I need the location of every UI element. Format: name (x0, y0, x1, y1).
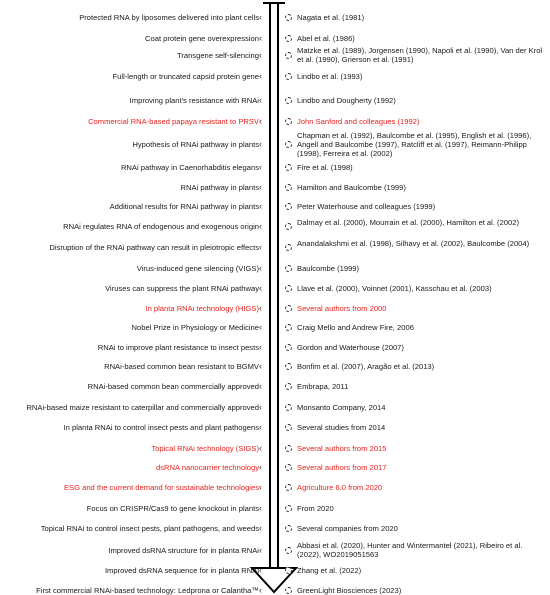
event-label: Protected RNA by liposomes delivered into plant cells (79, 13, 259, 23)
event-reference: Zhang et al. (2022) (297, 566, 362, 576)
event-label: RNAi regulates RNA of endogenous and exogenous origin (63, 222, 259, 232)
timeline-node-icon (285, 35, 292, 42)
event-reference: John Sanford and colleagues (1992) (297, 117, 420, 127)
timeline-node-icon (285, 464, 292, 471)
timeline-node-icon (285, 424, 292, 431)
event-label: RNAi to improve plant resistance to insect pests (97, 342, 259, 352)
event-reference: Several companies from 2020 (297, 523, 398, 533)
brace-connector-icon: ‹ (259, 201, 262, 212)
event-label: Improved dsRNA structure for in planta RNAi (108, 545, 259, 555)
event-reference: Several authors from 2015 (297, 443, 387, 453)
event-reference: Fire et al. (1998) (297, 162, 353, 172)
event-label: In planta RNAi technology (HIGS) (145, 304, 259, 314)
brace-connector-icon: ‹ (259, 322, 262, 333)
brace-connector-icon: ‹ (259, 116, 262, 127)
event-label: dsRNA nanocarrier technology (156, 463, 259, 473)
event-reference: Gordon and Waterhouse (2007) (297, 342, 404, 352)
timeline-node-icon (285, 52, 292, 59)
brace-connector-icon: ‹ (259, 71, 262, 82)
event-label: RNAi pathway in plants (180, 182, 259, 192)
event-reference: Abel et al. (1986) (297, 33, 355, 43)
timeline-node-icon (285, 73, 292, 80)
timeline-node-icon (285, 525, 292, 532)
brace-connector-icon: ‹ (259, 522, 262, 533)
event-label: Hypothesis of RNAi pathway in plants (132, 140, 259, 150)
event-label: Viruses can suppress the plant RNAi pathway (105, 283, 259, 293)
brace-connector-icon: ‹ (259, 544, 262, 555)
event-label: Coat protein gene overexpression (145, 33, 259, 43)
event-reference: Several studies from 2014 (297, 422, 386, 432)
event-label: Topical RNAi to control insect pests, plant pathogens, and weeds (40, 523, 259, 533)
event-reference: Nagata et al. (1981) (297, 13, 365, 23)
timeline-node-icon (285, 285, 292, 292)
event-reference: Peter Waterhouse and colleagues (1999) (297, 202, 436, 212)
event-reference: Dalmay et al. (2000), Mourrain et al. (2000), Hamilton et al. (2002) (297, 217, 520, 227)
timeline-node-icon (285, 184, 292, 191)
event-label: Disruption of the RNAi pathway can result in pleiotropic effects (49, 243, 259, 253)
brace-connector-icon: ‹ (259, 381, 262, 392)
brace-connector-icon: ‹ (259, 221, 262, 232)
event-reference: Abbasi et al. (2020), Hunter and Wintermantel (2021), Ribeiro et al. (2022), WO2019051563 (297, 541, 523, 560)
event-reference: GreenLight Biosciences (2023) (297, 586, 402, 595)
brace-connector-icon: ‹ (259, 32, 262, 43)
brace-connector-icon: ‹ (259, 442, 262, 453)
event-label: Virus-induced gene silencing (VIGS) (136, 263, 259, 273)
event-reference: Chapman et al. (1992), Baulcombe et al. (1995), English et al. (1996), Angell and Baulcombe (1997), Ratcliff et al. (1997), Reimann-Philipp (1998), Ferreira et al. (2002) (297, 131, 532, 159)
event-label: Topical RNAi technology (SIGS) (151, 443, 259, 453)
event-label: First commercial RNAi-based technology: Ledprona or Calantha™ (36, 586, 259, 595)
brace-connector-icon: ‹ (259, 303, 262, 314)
event-reference: Monsanto Company, 2014 (297, 403, 386, 413)
event-label: Nobel Prize in Physiology or Medicine (131, 323, 259, 333)
timeline-node-icon (285, 445, 292, 452)
brace-connector-icon: ‹ (259, 502, 262, 513)
timeline-node-icon (285, 344, 292, 351)
timeline-node-icon (285, 547, 292, 554)
brace-connector-icon: ‹ (259, 585, 262, 595)
brace-connector-icon: ‹ (259, 95, 262, 106)
event-label: Additional results for RNAi pathway in plants (109, 202, 259, 212)
timeline-node-icon (285, 363, 292, 370)
brace-connector-icon: ‹ (259, 462, 262, 473)
event-reference: Several authors from 2017 (297, 463, 387, 473)
event-label: Improved dsRNA sequence for in planta RNAi (104, 566, 259, 576)
event-label: RNAi-based common bean resistant to BGMV (104, 361, 259, 371)
brace-connector-icon: ‹ (259, 12, 262, 23)
event-reference: Lindbo et al. (1993) (297, 72, 363, 82)
brace-connector-icon: ‹ (259, 421, 262, 432)
event-reference: From 2020 (297, 503, 334, 513)
event-label: Full-length or truncated capsid protein gene (112, 72, 259, 82)
event-reference: Several authors from 2000 (297, 304, 387, 314)
event-label: RNAi pathway in Caenorhabditis elegans (120, 162, 259, 172)
brace-connector-icon: ‹ (259, 139, 262, 150)
event-reference: Craig Mello and Andrew Fire, 2006 (297, 323, 414, 333)
brace-connector-icon: ‹ (259, 482, 262, 493)
event-label: RNAi-based common bean commercially approved (87, 382, 259, 392)
event-label: Improving plant's resistance with RNAi (129, 96, 259, 106)
event-reference: Llave et al. (2000), Voinnet (2001), Kasschau et al. (2003) (297, 283, 492, 293)
brace-connector-icon: ‹ (259, 341, 262, 352)
event-reference: Embrapa, 2011 (297, 382, 349, 392)
brace-connector-icon: ‹ (259, 161, 262, 172)
event-label: Commercial RNA-based papaya resistant to PRSV (88, 117, 259, 127)
event-reference: Matzke et al. (1989), Jorgensen (1990), Napoli et al. (1990), Van der Krol et al. (1990), Grierson et al. (1991) (297, 46, 543, 65)
event-label: Transgene self-silencing (176, 50, 259, 60)
event-label: Focus on CRISPR/Cas9 to gene knockout in plants (86, 503, 259, 513)
brace-connector-icon: ‹ (259, 402, 262, 413)
brace-connector-icon: ‹ (259, 181, 262, 192)
event-reference: Hamilton and Baulcombe (1999) (297, 182, 406, 192)
brace-connector-icon: ‹ (259, 282, 262, 293)
brace-connector-icon: ‹ (259, 262, 262, 273)
event-reference: Lindbo and Dougherty (1992) (297, 96, 396, 106)
event-reference: Bonfim et al. (2007), Aragão et al. (2013) (297, 361, 435, 371)
brace-connector-icon: ‹ (259, 565, 262, 576)
brace-connector-icon: ‹ (259, 49, 262, 60)
event-reference: Agriculture 6.0 from 2020 (297, 483, 383, 493)
event-label: RNAi-based maize resistant to caterpillar and commercially approved (26, 403, 259, 413)
brace-connector-icon: ‹ (259, 242, 262, 253)
event-reference: Baulcombe (1999) (297, 263, 360, 273)
event-label: In planta RNAi to control insect pests and plant pathogens (63, 422, 259, 432)
timeline-node-icon (285, 164, 292, 171)
timeline-node-icon (285, 505, 292, 512)
event-label: ESG and the current demand for sustainable technologies (63, 483, 259, 493)
timeline-node-icon (285, 265, 292, 272)
brace-connector-icon: ‹ (259, 360, 262, 371)
event-reference: Anandalakshmi et al. (1998), Silhavy et al. (2002), Baulcombe (2004) (297, 238, 530, 248)
